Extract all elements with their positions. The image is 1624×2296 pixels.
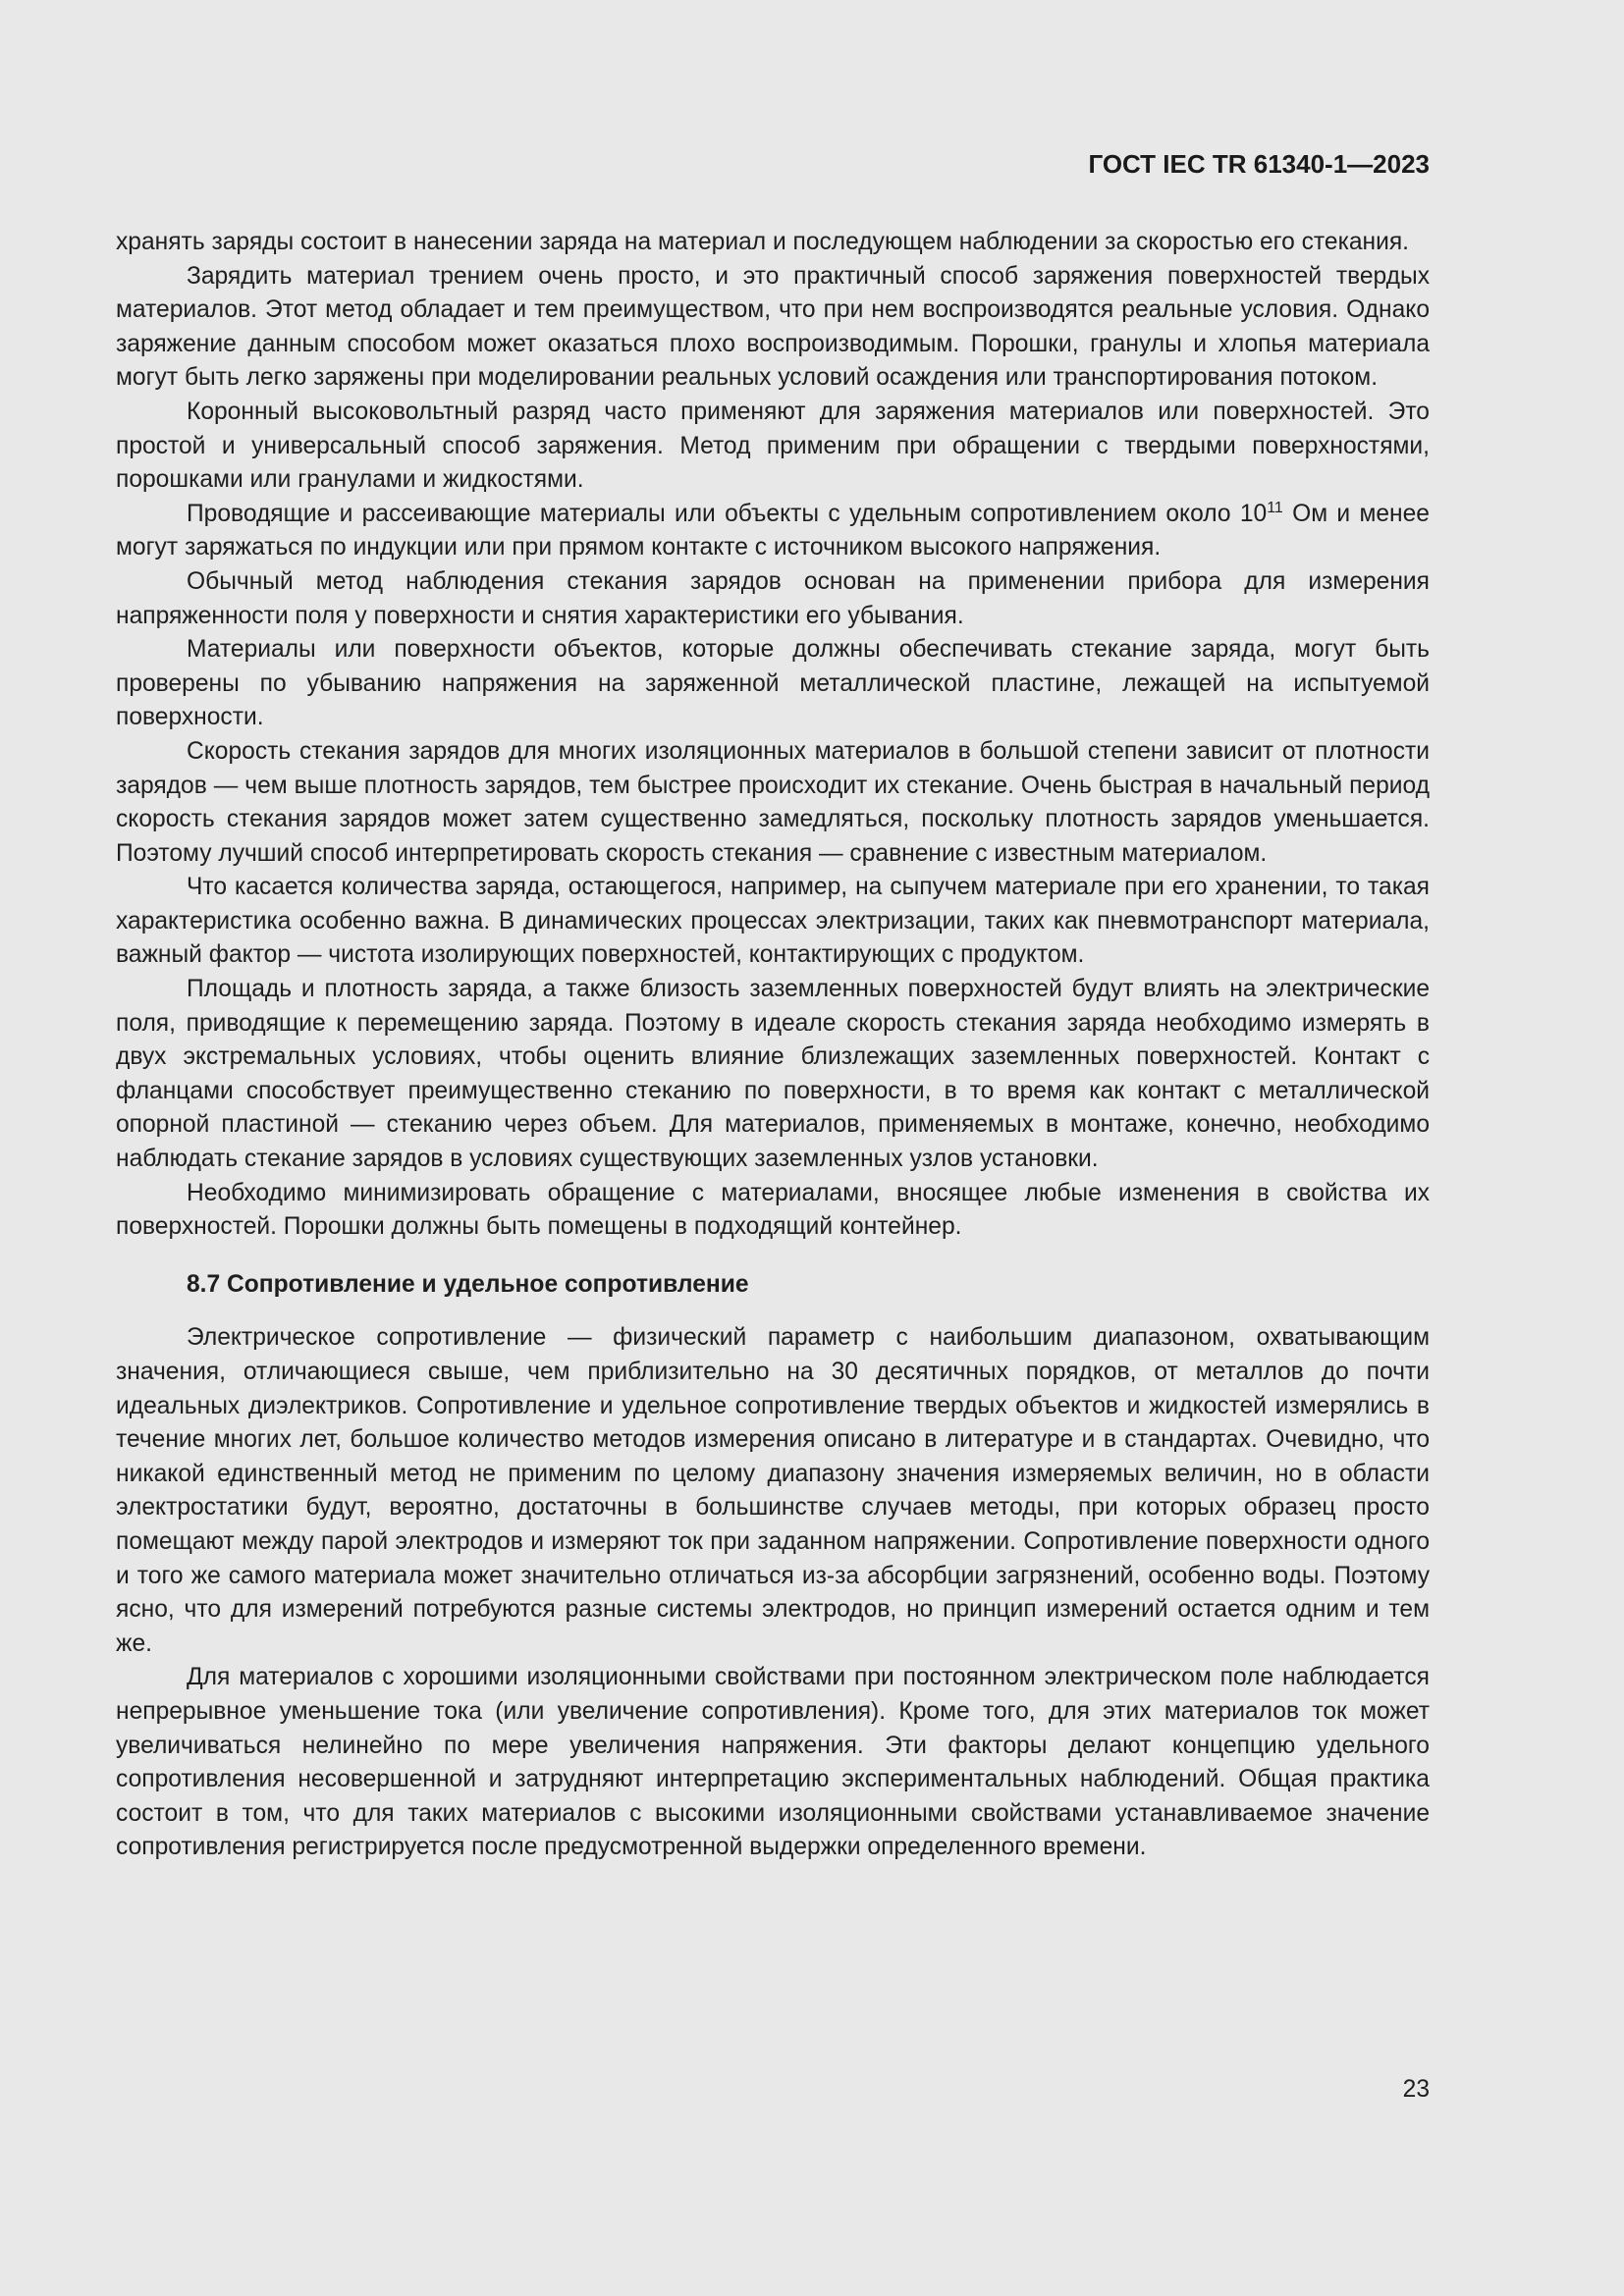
paragraph: Материалы или поверхности объектов, которые должны обеспечивать стекание заряда, могут быть проверены по убыванию напряжения на заряженной металлической пластине, лежащей на испытуемой поверхности. xyxy=(116,636,1430,731)
paragraph: Зарядить материал трением очень просто, и это практичный способ заряжения поверхностей твердых материалов. Этот метод обладает и тем преимуществом, что при нем воспроизводятся реальные условия. Однако заряжение данным способом может оказаться плохо воспроизводимым. Порошки, гранулы и хлопья материала могут быть легко заряжены при моделировании реальных условий осаждения или транспортирования потоком. xyxy=(116,262,1430,392)
paragraph-text: Ом и менее могут заряжаться по индукции или при прямом контакте с источником высокого напряжения. xyxy=(116,500,1430,561)
paragraph-continuation: хранять заряды состоит в нанесении заряда на материал и последующем наблюдении за скоростью его стекания. xyxy=(116,229,1410,255)
paragraph: Для материалов с хорошими изоляционными свойствами при постоянном электрическом поле наблюдается непрерывное уменьшение тока (или увеличение сопротивления). Кроме того, для этих материалов ток может увеличиваться нелинейно по мере увеличения напряжения. Эти факторы делают концепцию удельного сопротивления несовершенной и затрудняют интерпретацию экспериментальных наблюдений. Общая практика состоит в том, что для таких материалов с высокими изоляционными свойствами устанавливаемое значение сопротивления регистрируется после предусмотренной выдержки определенного времени. xyxy=(116,1664,1430,1861)
paragraph xyxy=(116,498,1430,565)
paragraph: Скорость стекания зарядов для многих изоляционных материалов в большой степени зависит от плотности зарядов — чем выше плотность зарядов, тем быстрее происходит их стекание. Очень быстрая в начальный период скорость стекания зарядов может затем существенно замедляться, поскольку плотность зарядов уменьшается. Поэтому лучший способ интерпретировать скорость стекания — сравнение с известным материалом. xyxy=(116,737,1430,867)
section-heading: 8.7 Сопротивление и удельное сопротивление xyxy=(187,1270,749,1298)
paragraph: Что касается количества заряда, остающегося, например, на сыпучем материале при его хранении, то такая характеристика особенно важна. В динамических процессах электризации, таких как пневмотранспорт материала, важный фактор — чистота изолирующих поверхностей, контактирующих с продуктом. xyxy=(116,874,1430,969)
paragraph: Необходимо минимизировать обращение с материалами, вносящее любые изменения в свойства их поверхностей. Порошки должны быть помещены в подходящий контейнер. xyxy=(116,1179,1430,1241)
paragraph: Площадь и плотность заряда, а также близость заземленных поверхностей будут влиять на электрические поля, приводящие к перемещению заряда. Поэтому в идеале скорость стекания заряда необходимо измерять в двух экстремальных условиях, чтобы оценить влияние близлежащих заземленных поверхностей. Контакт с фланцами способствует преимущественно стеканию по поверхности, в то время как контакт с металлической опорной пластиной — стеканию через объем. Для материалов, применяемых в монтаже, конечно, необходимо наблюдать стекание зарядов в условиях существующих заземленных узлов установки. xyxy=(116,976,1430,1173)
paragraph: Электрическое сопротивление — физический параметр с наибольшим диапазоном, охватывающим значения, отличающиеся свыше, чем приблизительно на 30 десятичных порядков, от металлов до почти идеальных диэлектриков. Сопротивление и удельное сопротивление твердых объектов и жидкостей измерялись в течение многих лет, большое количество методов измерения описано в литературе и в стандартах. Очевидно, что никакой единственный метод не применим по целому диапазону значения измеряемых величин, но в области электростатики будут, вероятно, достаточны в большинстве случаев методы, при которых образец просто помещают между парой электродов и измеряют ток при заданном напряжении. Сопротивление поверхности одного и того же самого материала может значительно отличаться из-за абсорбции загрязнений, особенно воды. Поэтому ясно, что для измерений потребуются разные системы электродов, но принцип измерений остается одним и тем же. xyxy=(116,1324,1430,1657)
page-number: 23 xyxy=(1402,2076,1430,2103)
paragraph: Обычный метод наблюдения стекания зарядов основан на применении прибора для измерения напряженности поля у поверхности и снятия характеристики его убывания. xyxy=(116,567,1430,629)
superscript-exponent: 11 xyxy=(1267,499,1283,516)
document-body xyxy=(116,226,1430,1865)
paragraph: Коронный высоковольтный разряд часто применяют для заряжения материалов или поверхностей. Это простой и универсальный способ заряжения. Метод применим при обращении с твердыми поверхностями, порошками или гранулами и жидкостями. xyxy=(116,398,1430,494)
paragraph-text: Проводящие и рассеивающие материалы или объекты с удельным сопротивлением около 10 xyxy=(187,500,1268,527)
document-header: ГОСТ IEC TR 61340-1—2023 xyxy=(1088,149,1430,179)
